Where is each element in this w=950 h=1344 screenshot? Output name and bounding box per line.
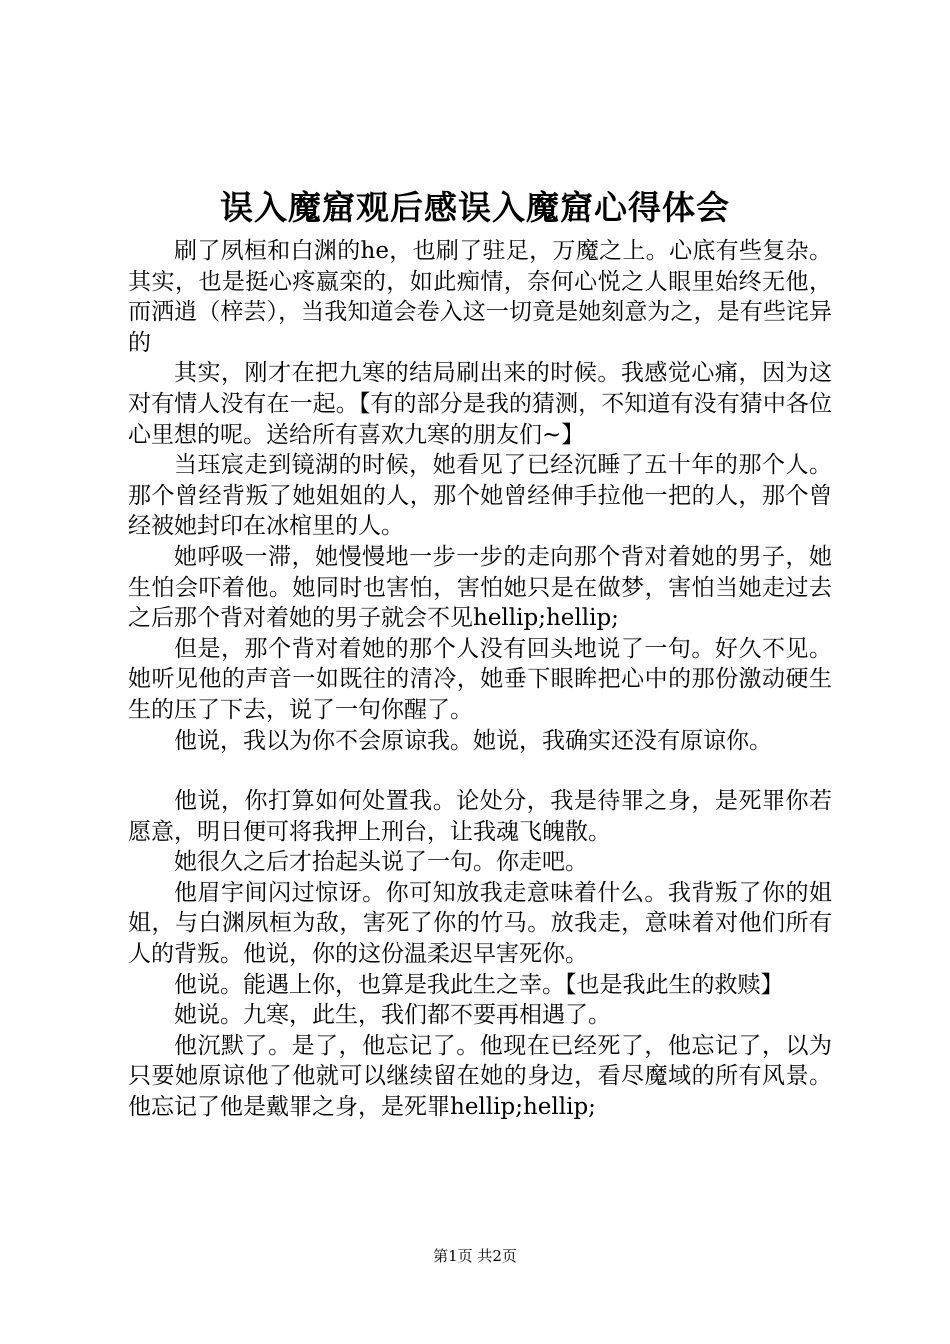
paragraph: 她说。九寒，此生，我们都不要再相遇了。	[174, 1002, 611, 1029]
paragraph: 她呼吸一滞，她慢慢地一步一步的走向那个背对着她的男子，她生怕会吓着他。她同时也害怕，害怕她只是在做梦，害怕当她走过去之后那个背对着她的男子就会不见hellip;hellip;	[128, 543, 832, 632]
paragraph: 其实，刚才在把九寒的结局刷出来的时候。我感觉心痛，因为这对有情人没有在一起。【有的部分是我的猜测，不知道有没有猜中各位心里想的呢。送给所有喜欢九寒的朋友们~】	[128, 360, 832, 448]
paragraph: 他眉宇间闪过惊讶。你可知放我走意味着什么。我背叛了你的姐姐，与白渊夙桓为敌，害死了你的竹马。放我走，意味着对他们所有人的背叛。他说，你的这份温柔迟早害死你。	[128, 879, 832, 968]
paragraph: 她很久之后才抬起头说了一句。你走吧。	[174, 849, 588, 876]
paragraph: 他说，你打算如何处置我。论处分，我是待罪之身，是死罪你若愿意，明日便可将我押上刑台，让我魂飞魄散。	[128, 788, 832, 845]
paragraph: 但是，那个背对着她的那个人没有回头地说了一句。好久不见。她听见他的声音一如既往的清冷，她垂下眼眸把心中的那份激动硬生生的压了下去，说了一句你醒了。	[128, 635, 832, 723]
page-number-footer: 第1页 共2页	[433, 1247, 517, 1265]
paragraph: 刷了夙桓和白渊的he，也刷了驻足，万魔之上。心底有些复杂。其实，也是挺心疼嬴栾的，如此痴情，奈何心悦之人眼里始终无他，而洒逍（梓芸），当我知道会卷入这一切竟是她刻意为之，是有些诧异的	[128, 238, 832, 356]
document-title: 误入魔窟观后感误入魔窟心得体会	[220, 188, 730, 227]
paragraph: 他沉默了。是了，他忘记了。他现在已经死了，他忘记了，以为只要她原谅他了他就可以继续留在她的身边，看尽魔域的所有风景。他忘记了他是戴罪之身，是死罪hellip;hellip;	[128, 1032, 832, 1121]
paragraph: 当珏宸走到镜湖的时候，她看见了已经沉睡了五十年的那个人。那个曾经背叛了她姐姐的人，那个她曾经伸手拉他一把的人，那个曾经被她封印在冰棺里的人。	[128, 452, 832, 540]
paragraph: 他说。能遇上你，也算是我此生之幸。【也是我此生的救赎】	[174, 971, 784, 998]
paragraph: 他说，我以为你不会原谅我。她说，我确实还没有原谅你。	[174, 727, 772, 754]
document-body	[128, 236, 832, 1123]
